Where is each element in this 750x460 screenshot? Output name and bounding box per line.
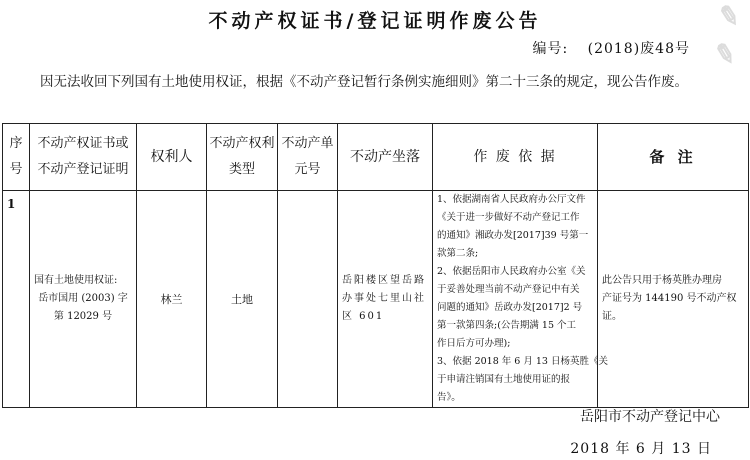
header-unit: [278, 124, 338, 191]
issuing-organization: 岳阳市不动产登记中心: [580, 409, 720, 425]
cell-cert: [30, 191, 137, 408]
header-cert-line: 不动产权证书或: [37, 136, 129, 151]
header-seq-line: 序: [9, 136, 23, 151]
intro-paragraph: 因无法收回下列国有土地使用权证，根据《不动产登记暂行条例实施细则》第二十三条的规定，现公告作废。: [40, 74, 688, 90]
table-header-row: [3, 124, 749, 191]
basis-line: 告》。: [437, 392, 461, 403]
basis-line: 1、依据湖南省人民政府办公厅文件: [437, 194, 586, 205]
header-type-line: 类型: [228, 162, 255, 177]
basis-line: 款第二条;: [437, 248, 479, 259]
basis-line: 于申请注销国有土地使用证的报: [437, 374, 571, 385]
cell-type: 土地: [207, 191, 278, 408]
notice-table: [2, 123, 749, 408]
location-line: 区 601: [342, 311, 385, 322]
header-seq: [3, 124, 30, 191]
header-type-line: 不动产权利: [209, 136, 275, 151]
header-cert-line: 不动产登记证明: [37, 162, 129, 177]
cert-line: 第 12029 号: [53, 311, 113, 322]
header-unit-line: 不动产单: [281, 136, 334, 151]
notice-table-container: [2, 123, 748, 408]
remark-line: 证。: [602, 311, 622, 322]
cert-line: 岳市国用 (2003) 字: [38, 293, 128, 304]
header-location: 不动产坐落: [338, 124, 433, 191]
bleed-through-mark: ✎: [715, 0, 743, 34]
header-remark: 备 注: [598, 124, 749, 191]
header-holder: 权利人: [137, 124, 207, 191]
basis-line: 第一款第四条;(公告期满 15 个工: [437, 320, 577, 331]
cell-seq: 1: [3, 191, 30, 408]
cert-line: 国有土地使用权证:: [34, 275, 118, 286]
location-line: 岳阳楼区望岳路: [342, 275, 426, 286]
cell-holder: 林兰: [137, 191, 207, 408]
header-basis: 作 废 依 据: [433, 124, 598, 191]
remark-line: 产证号为 144190 号不动产权: [602, 293, 737, 304]
basis-line: 2、依据岳阳市人民政府办公室《关: [437, 266, 586, 277]
remark-line: 此公告只用于杨英胜办理房: [602, 275, 722, 286]
bleed-through-mark: ✎: [710, 37, 740, 73]
cell-remark: [598, 191, 749, 408]
document-number-value: (2018)废48号: [587, 41, 690, 57]
document-number-label: 编号:: [532, 41, 569, 57]
header-unit-line: 元号: [294, 162, 321, 177]
basis-line: 的通知》湘政办发[2017]39 号第一: [437, 230, 589, 241]
header-cert: [30, 124, 137, 191]
issue-date: 2018 年 6 月 13 日: [570, 441, 712, 457]
table-row: [3, 191, 749, 408]
header-type: [207, 124, 278, 191]
document-number: [532, 38, 690, 58]
cell-basis: [433, 191, 608, 408]
cell-location: [338, 191, 433, 408]
basis-line: 于妥善处理当前不动产登记中有关: [437, 284, 580, 295]
basis-line: 作日后方可办理);: [437, 338, 511, 349]
page-title: 不动产权证书/登记证明作废公告: [208, 10, 542, 32]
basis-line: 问题的通知》岳政办发[2017]2 号: [437, 302, 583, 313]
basis-line: 《关于进一步做好不动产登记工作: [437, 212, 580, 223]
location-line: 办事处七里山社: [342, 293, 426, 304]
cell-unit: [278, 191, 338, 408]
basis-line: 3、依据 2018 年 6 月 13 日杨英胜《关: [437, 356, 608, 367]
header-seq-line: 号: [9, 162, 23, 177]
